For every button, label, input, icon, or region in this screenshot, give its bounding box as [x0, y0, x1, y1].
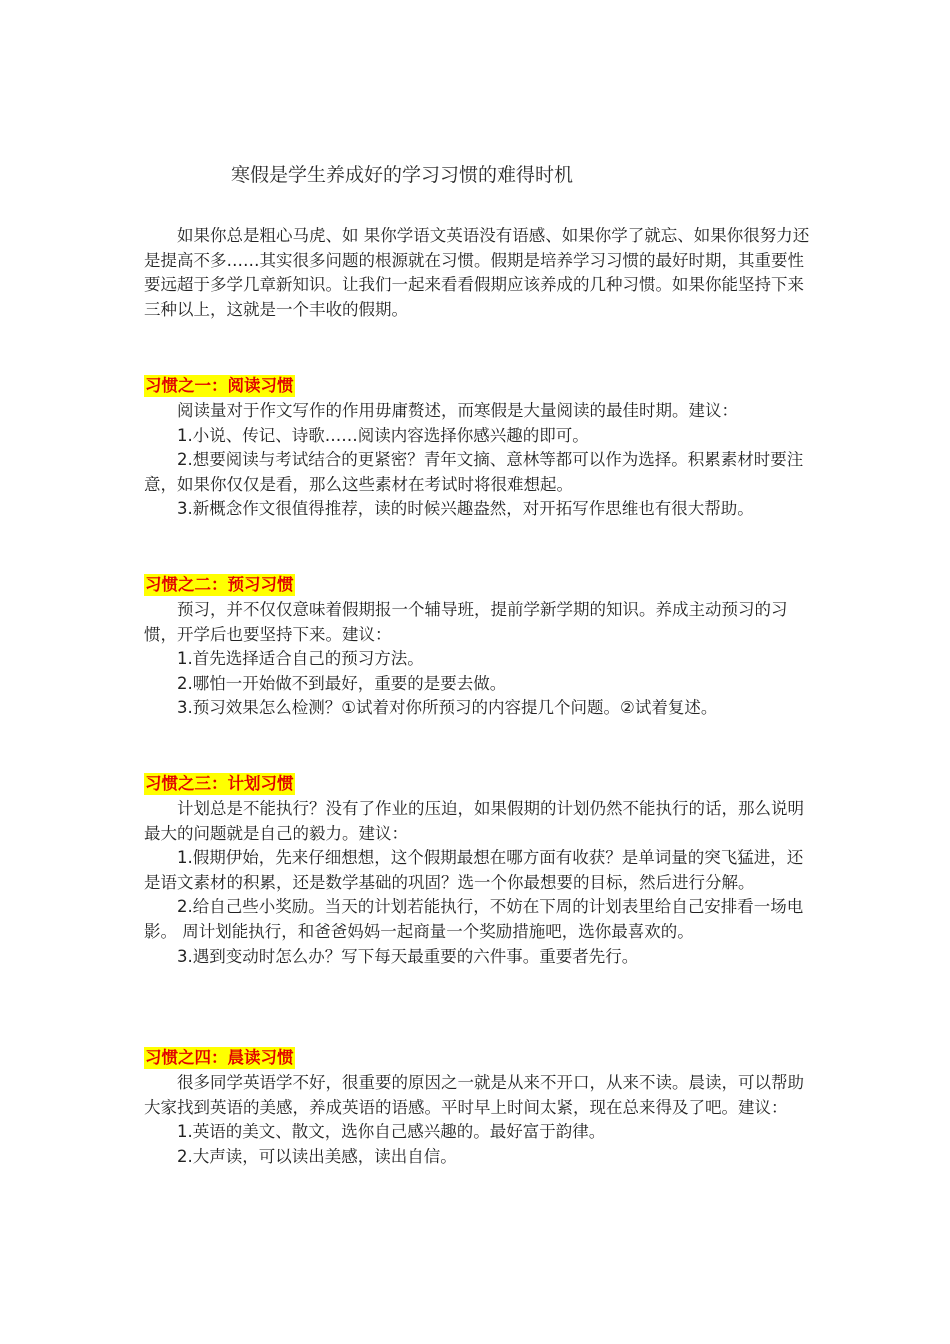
intro-paragraph: 如果你总是粗心马虎、如 果你学语文英语没有语感、如果你学了就忘、如果你很努力还是提高不多……其实很多问题的根源就在习惯。假期是培养学习习惯的最好时期，其重要性要远超于多学几章新知识。让我们一起来看看假期应该养成的几种习惯。如果你能坚持下来三种以上，这就是一个丰收的假期。	[144, 226, 810, 319]
section-heading	[144, 373, 812, 399]
section-preview-habit	[144, 572, 812, 721]
section-heading-text: 习惯之二：预习习惯	[145, 575, 294, 594]
section-paragraph: 2.给自己些小奖励。当天的计划若能执行，不妨在下周的计划表里给自己安排看一场电影。 周计划能执行，和爸爸妈妈一起商量一个奖励措施吧，选你最喜欢的。	[144, 897, 804, 941]
section-paragraph: 2.大声读，可以读出美感，读出自信。	[177, 1146, 457, 1166]
section-paragraph: 2.哪怕一开始做不到最好，重要的是要去做。	[177, 673, 507, 693]
document-title: 寒假是学生养成好的学习习惯的难得时机	[231, 164, 574, 186]
section-paragraph: 1.小说、传记、诗歌……阅读内容选择你感兴趣的即可。	[177, 425, 589, 445]
section-heading-text: 习惯之一：阅读习惯	[145, 376, 294, 395]
section-paragraph: 1.首先选择适合自己的预习方法。	[177, 649, 424, 669]
section-paragraph: 很多同学英语学不好，很重要的原因之一就是从来不开口，从来不读。晨读，可以帮助大家找到英语的美感，养成英语的语感。平时早上时间太紧，现在总来得及了吧。建议：	[144, 1073, 804, 1117]
section-planning-habit	[144, 771, 812, 969]
section-paragraph: 1.英语的美文、散文，选你自己感兴趣的。最好富于韵律。	[177, 1122, 606, 1142]
section-heading-text: 习惯之四：晨读习惯	[145, 1048, 294, 1067]
section-heading	[144, 572, 812, 598]
section-paragraph: 3.预习效果怎么检测？①试着对你所预习的内容提几个问题。②试着复述。	[177, 698, 718, 718]
section-heading-text: 习惯之三：计划习惯	[145, 774, 294, 793]
section-paragraph: 阅读量对于作文写作的作用毋庸赘述，而寒假是大量阅读的最佳时期。建议：	[177, 401, 738, 420]
intro-block	[144, 224, 812, 322]
section-paragraph: 计划总是不能执行？没有了作业的压迫，如果假期的计划仍然不能执行的话，那么说明最大的问题就是自己的毅力。建议：	[144, 799, 804, 843]
section-reading-habit	[144, 373, 812, 522]
section-paragraph: 3.新概念作文很值得推荐，读的时候兴趣盎然，对开拓写作思维也有很大帮助。	[177, 499, 754, 519]
section-paragraph: 1.假期伊始，先来仔细想想，这个假期最想在哪方面有收获？是单词量的突飞猛进，还是语文素材的积累，还是数学基础的巩固？选一个你最想要的目标，然后进行分解。	[144, 848, 804, 892]
section-heading	[144, 1045, 812, 1071]
section-paragraph: 预习，并不仅仅意味着假期报一个辅导班，提前学新学期的知识。养成主动预习的习惯，开学后也要坚持下来。建议：	[144, 600, 788, 644]
section-morning-reading-habit	[144, 1045, 812, 1169]
section-heading	[144, 771, 812, 797]
section-paragraph: 3.遇到变动时怎么办？写下每天最重要的六件事。重要者先行。	[177, 946, 639, 966]
section-paragraph: 2.想要阅读与考试结合的更紧密？青年文摘、意林等都可以作为选择。积累素材时要注意，如果你仅仅是看，那么这些素材在考试时将很难想起。	[144, 450, 804, 494]
